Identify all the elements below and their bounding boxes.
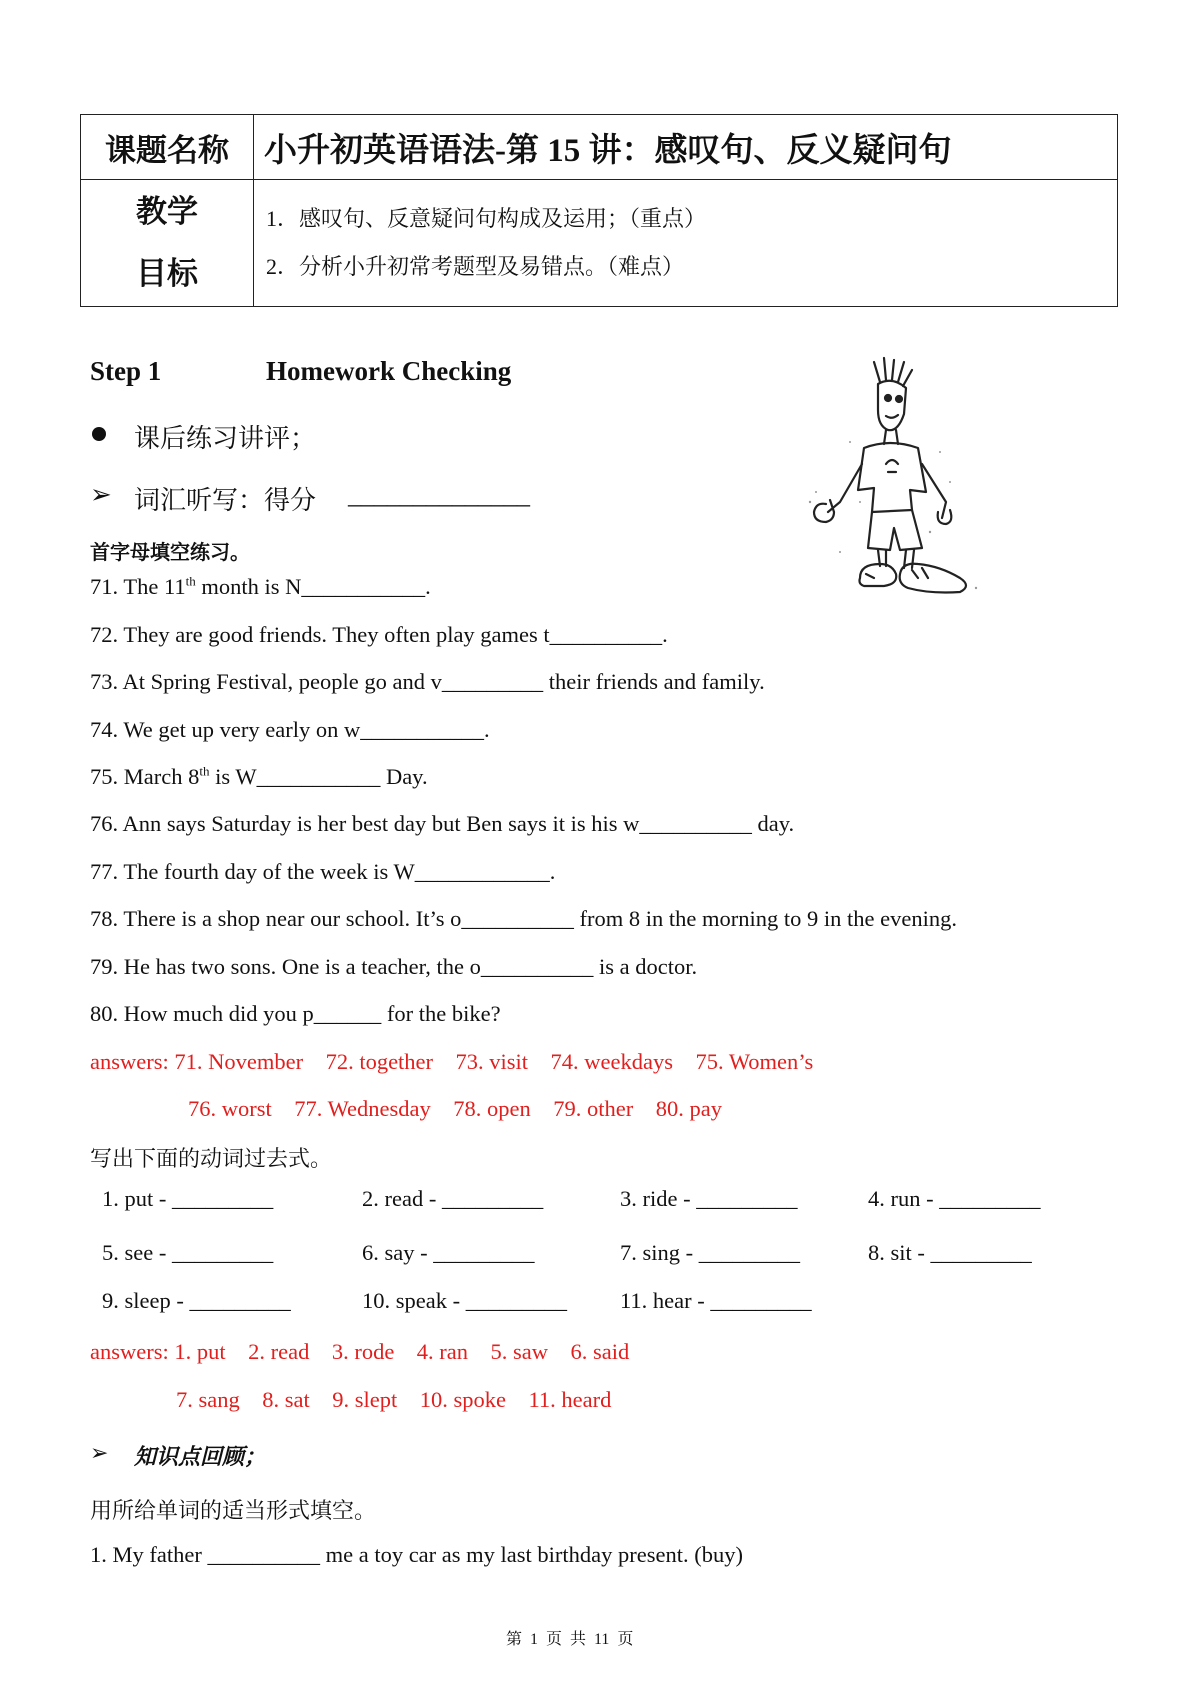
verb-item: 6. say - _________ [362, 1240, 535, 1265]
question-80: 80. How much did you p______ for the bike? [90, 1001, 501, 1026]
course-label: 课题名称 [81, 115, 254, 180]
course-title: 小升初英语语法-第 15 讲：感叹句、反义疑问句 [254, 115, 1118, 180]
past-tense-title: 写出下面的动词过去式。 [90, 1146, 333, 1171]
arrow-icon: ➢ [90, 480, 112, 509]
fill-question-1: 1. My father __________ me a toy car as my last birthday present. (buy) [90, 1542, 743, 1567]
lesson-header-table [80, 114, 1118, 307]
question-78: 78. There is a shop near our school. It’s o__________ from 8 in the morning to 9 in the evening. [90, 906, 957, 931]
review-title: 知识点回顾； [134, 1444, 267, 1469]
verb-item: 9. sleep - _________ [102, 1288, 291, 1313]
verb-item: 7. sing - _________ [620, 1240, 800, 1265]
verb-item: 4. run - _________ [868, 1186, 1041, 1211]
goal-label: 教学 目标 [81, 180, 254, 307]
verb-item: 10. speak - _________ [362, 1288, 567, 1313]
vocab-score-blank: ______________ [348, 480, 530, 509]
question-77: 77. The fourth day of the week is W____________. [90, 859, 556, 884]
goals-cell [254, 180, 1118, 307]
cartoon-boy-illustration [800, 352, 995, 602]
answers-verbs-line2: 7. sang 8. sat 9. slept 10. spoke 11. heard [176, 1387, 612, 1412]
verb-item: 8. sit - _________ [868, 1240, 1032, 1265]
step-label: Step 1 [90, 356, 162, 386]
arrow-icon: ➢ [90, 1440, 109, 1465]
answers-initials-line2: 76. worst 77. Wednesday 78. open 79. other 80. pay [188, 1096, 722, 1121]
goal-1: 1．感叹句、反意疑问句构成及运用；（重点） [266, 206, 707, 231]
page-footer: 第 1 页 共 11 页 [506, 1631, 634, 1648]
question-72: 72. They are good friends. They often play games t__________. [90, 622, 668, 647]
initials-title: 首字母填空练习。 [90, 540, 250, 564]
bullet-review-text: 课后练习讲评； [134, 424, 317, 453]
question-75: 75. March 8th is W___________ Day. [90, 763, 428, 789]
fill-title: 用所给单词的适当形式填空。 [90, 1498, 377, 1523]
goal-2: 2．分析小升初常考题型及易错点。（难点） [266, 254, 685, 279]
answers-initials-line1: answers: 71. November 72. together 73. visit 74. weekdays 75. Women’s [90, 1049, 814, 1074]
question-76: 76. Ann says Saturday is her best day but Ben says it is his w__________ day. [90, 811, 795, 836]
vocab-label: 词汇听写：得分 [134, 486, 317, 515]
step-title: Homework Checking [266, 356, 512, 386]
verb-item: 2. read - _________ [362, 1186, 544, 1211]
verb-item: 3. ride - _________ [620, 1186, 798, 1211]
verb-item: 5. see - _________ [102, 1240, 274, 1265]
question-73: 73. At Spring Festival, people go and v_________ their friends and family. [90, 669, 765, 694]
verb-item: 11. hear - _________ [620, 1288, 812, 1313]
verb-item: 1. put - _________ [102, 1186, 274, 1211]
question-71: 71. The 11th month is N___________. [90, 573, 431, 599]
bullet-dot [92, 427, 106, 441]
question-79: 79. He has two sons. One is a teacher, the o__________ is a doctor. [90, 954, 698, 979]
question-74: 74. We get up very early on w___________. [90, 717, 490, 742]
answers-verbs-line1: answers: 1. put 2. read 3. rode 4. ran 5. saw 6. said [90, 1339, 630, 1364]
